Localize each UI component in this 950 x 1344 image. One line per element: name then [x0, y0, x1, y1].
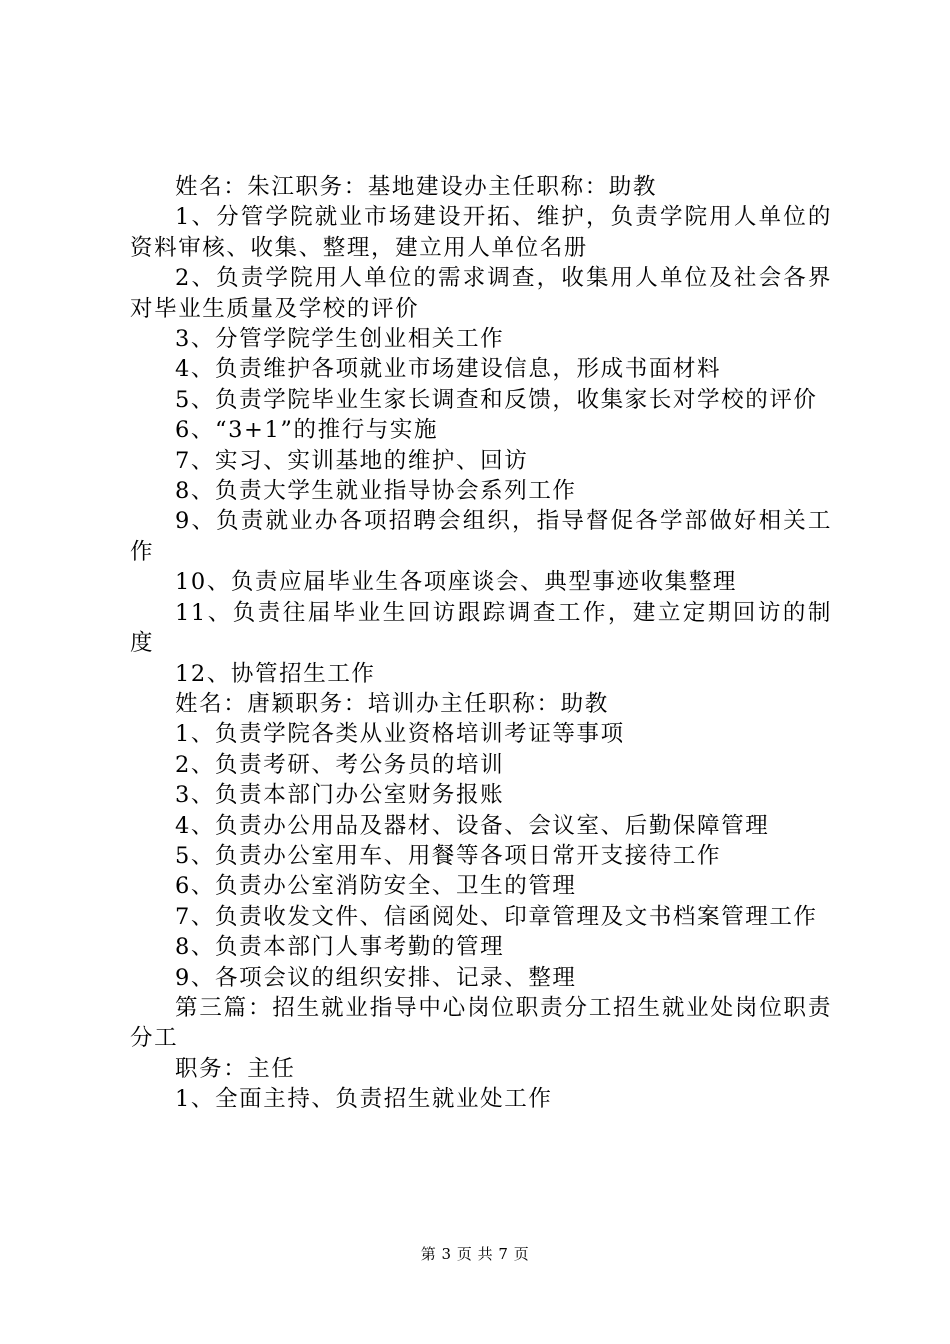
- paragraph-training-duty-5: 5、负责办公室用车、用餐等各项日常开支接待工作: [175, 842, 722, 869]
- section-heading-part-3: 第三篇：招生就业指导中心岗位职责分工招生就业处岗位职责分工: [130, 994, 832, 1052]
- paragraph-duty-10: 10、负责应届毕业生各项座谈会、典型事迹收集整理: [175, 569, 738, 596]
- paragraph-staff-2-header: 姓名：唐颖职务：培训办主任职称：助教: [175, 690, 609, 717]
- page-footer: 第 3 页 共 7 页: [420, 1245, 530, 1263]
- paragraph-duty-5: 5、负责学院毕业生家长调查和反馈，收集家长对学校的评价: [175, 386, 818, 413]
- paragraph-duty-3: 3、分管学院学生创业相关工作: [175, 326, 505, 353]
- paragraph-duty-11: 11、负责往届毕业生回访跟踪调查工作，建立定期回访的制度: [130, 599, 832, 657]
- paragraph-director-duty-1: 1、全面主持、负责招生就业处工作: [175, 1086, 553, 1113]
- paragraph-training-duty-7: 7、负责收发文件、信函阅处、印章管理及文书档案管理工作: [175, 903, 818, 930]
- paragraph-duty-4: 4、负责维护各项就业市场建设信息，形成书面材料: [175, 356, 722, 383]
- paragraph-training-duty-3: 3、负责本部门办公室财务报账: [175, 782, 505, 809]
- paragraph-duty-6: 6、“3+1”的推行与实施: [175, 417, 439, 444]
- paragraph-duty-1: 1、分管学院就业市场建设开拓、维护，负责学院用人单位的资料审核、收集、整理，建立用人单位名册: [130, 204, 832, 261]
- paragraph-training-duty-1: 1、负责学院各类从业资格培训考证等事项: [175, 721, 625, 748]
- paragraph-training-duty-6: 6、负责办公室消防安全、卫生的管理: [175, 873, 577, 900]
- paragraph-duty-2: 2、负责学院用人单位的需求调查，收集用人单位及社会各界对毕业生质量及学校的评价: [130, 265, 832, 322]
- paragraph-staff-1-header: 姓名：朱江职务：基地建设办主任职称：助教: [175, 174, 658, 200]
- paragraph-duty-7: 7、实习、实训基地的维护、回访: [175, 447, 529, 474]
- paragraph-duty-8: 8、负责大学生就业指导协会系列工作: [175, 478, 577, 505]
- paragraph-duty-12: 12、协管招生工作: [175, 660, 376, 687]
- paragraph-position-director: 职务：主任: [175, 1055, 296, 1082]
- paragraph-training-duty-2: 2、负责考研、考公务员的培训: [175, 751, 505, 778]
- paragraph-duty-9: 9、负责就业办各项招聘会组织，指导督促各学部做好相关工作: [130, 508, 832, 565]
- paragraph-training-duty-8: 8、负责本部门人事考勤的管理: [175, 934, 505, 961]
- paragraph-training-duty-4: 4、负责办公用品及器材、设备、会议室、后勤保障管理: [175, 812, 770, 839]
- paragraph-training-duty-9: 9、各项会议的组织安排、记录、整理: [175, 964, 577, 991]
- document-body: [130, 172, 832, 1115]
